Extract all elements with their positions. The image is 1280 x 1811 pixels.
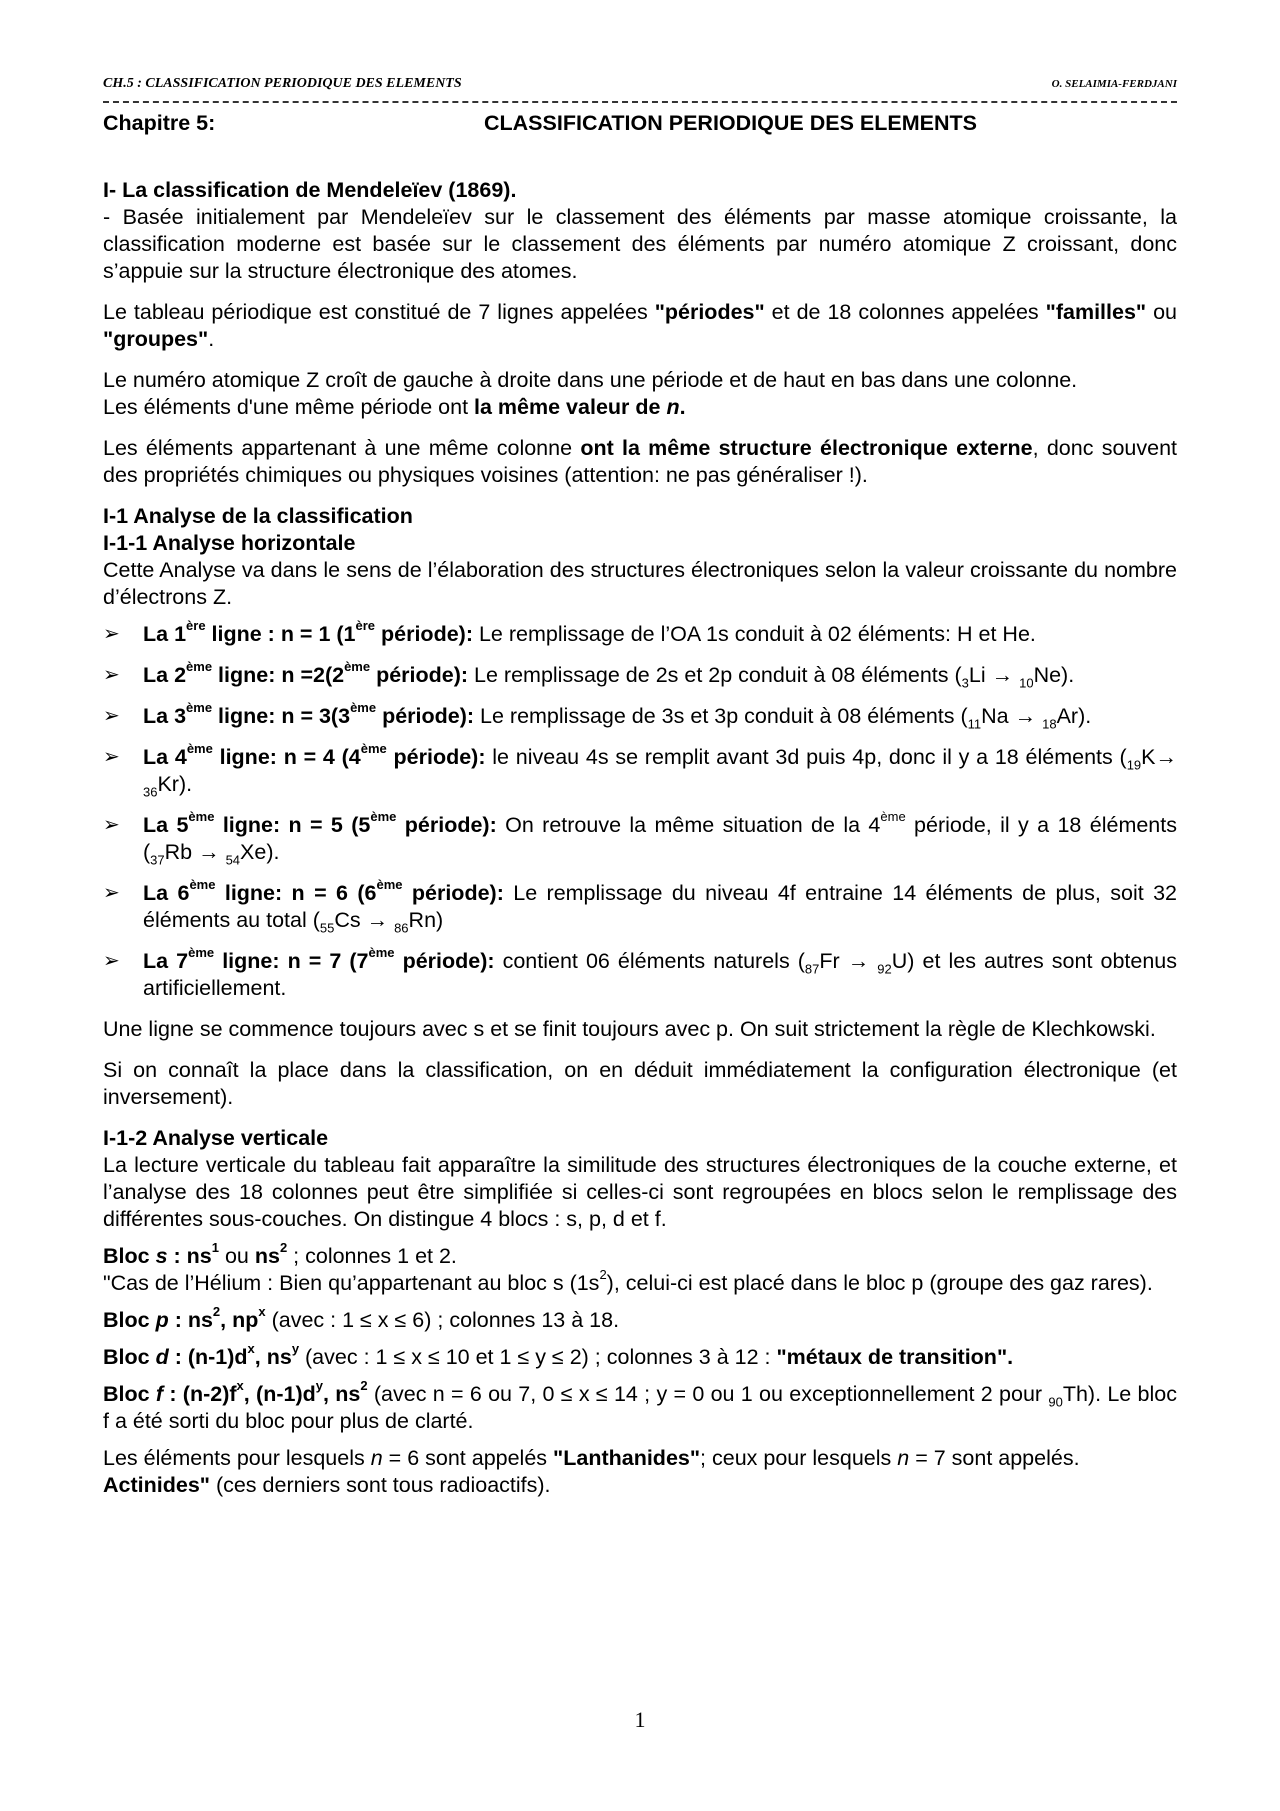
page-number: 1 bbox=[634, 1707, 646, 1732]
list-item: ➢ La 7ème ligne: n = 7 (7ème période): contient 06 éléments naturels $(_{87}Fr \to _{92}U)$ et les autres sont obtenus artificiellement. bbox=[103, 944, 1178, 1000]
list-item: ➢ La 6ème ligne: n = 6 (6ème période): Le remplissage du niveau 4f entraine 14 éléments de plus, soit 32 éléments au total $(_{55}Cs \to _{86}Rn)$ bbox=[103, 876, 1177, 936]
list-item: ➢ La 4ème ligne: n = 4 (4ème période): le niveau 4s se remplit avant 3d puis 4p, donc il y a 18 éléments $(_{19}K\to _{36}Kr)$. bbox=[103, 740, 1177, 800]
list-item: ➢ La 1ère ligne : n = 1 (1ère période): Le remplissage de l’OA 1s conduit à 02 éléments: H et He. bbox=[103, 617, 1036, 646]
paragraph-klechkowski: Une ligne se commence toujours avec s et se finit toujours avec p. On suit strictement la règle de Klechkowski. bbox=[103, 1017, 1156, 1041]
paragraph-atomic-number: Le numéro atomique Z croît de gauche à droite dans une période et de haut en bas dans une colonne. Les éléments d'une même période ont la même valeur de n. bbox=[103, 368, 1078, 419]
paragraph-periods: Le tableau périodique est constitué de 7 lignes appelées "périodes" et de 18 colonnes appelées "familles" ou "groupes". bbox=[103, 300, 1177, 351]
arrow-bullet-icon: ➢ bbox=[103, 705, 120, 727]
bloc-s-line: Bloc s : $ns^1$ ou $ns^2$ ; colonnes 1 et 2. bbox=[103, 1239, 457, 1268]
paragraph-vertical-intro: La lecture verticale du tableau fait apparaître la similitude des structures électroniques de la couche externe, et l’analyse des 18 colonnes peut être simplifiée si celles-ci sont regroupées en blocs selon le remplissage des différentes sous-couches. On distingue 4 blocs : s, p, d et f. bbox=[103, 1153, 1177, 1231]
section-title-mendeleev: I- La classification de Mendeleïev (1869). bbox=[103, 178, 517, 202]
period-list bbox=[103, 617, 1178, 1002]
arrow-bullet-icon: ➢ bbox=[103, 882, 120, 904]
arrow-bullet-icon: ➢ bbox=[103, 623, 120, 645]
paragraph-intro: - Basée initialement par Mendeleïev sur le classement des éléments par masse atomique croissante, la classification moderne est basée sur le classement des éléments par numéro atomique Z croissant, donc s’appuie sur la structure électronique des atomes. bbox=[103, 205, 1177, 283]
header-chapter: CH.5 : CLASSIFICATION PERIODIQUE DES ELEMENTS bbox=[103, 76, 462, 91]
bloc-d-line: Bloc d : $(n-1)d^x$, $ns^y$ (avec : 1 ≤ x ≤ 10 et 1 ≤ y ≤ 2) ; colonnes 3 à 12 : "métaux de transition". bbox=[103, 1340, 1014, 1369]
list-item: ➢ La 3ème ligne: n = 3(3ème période): Le remplissage de 3s et 3p conduit à 08 éléments $(_{11}Na \to _{18}Ar)$. bbox=[103, 699, 1092, 732]
chapter-label: Chapitre 5: bbox=[103, 111, 216, 135]
paragraph-configuration: Si on connaît la place dans la classification, on en déduit immédiatement la configuration électronique (et inversement). bbox=[103, 1058, 1177, 1109]
chapter-title: CLASSIFICATION PERIODIQUE DES ELEMENTS bbox=[484, 111, 977, 135]
paragraph-lanthanides: Les éléments pour lesquels n = 6 sont appelés "Lanthanides"; ceux pour lesquels n = 7 sont appelés. Actinides" (ces derniers sont tous radioactifs). bbox=[103, 1446, 1080, 1497]
list-item: ➢ La 2ème ligne: n =2(2ème période): Le remplissage de 2s et 2p conduit à 08 éléments $(_3Li \to _{10}Ne)$. bbox=[103, 658, 1075, 691]
paragraph-helium: "Cas de l’Hélium : Bien qu’appartenant au bloc s $(1s^2)$, celui-ci est placé dans le bloc p (groupe des gaz rares). bbox=[103, 1266, 1153, 1295]
page-header bbox=[103, 76, 1177, 98]
subsection-title-horizontal: I-1-1 Analyse horizontale bbox=[103, 531, 356, 555]
header-author: O. SELAIMIA-FERDJANI bbox=[1051, 78, 1177, 90]
arrow-bullet-icon: ➢ bbox=[103, 814, 120, 836]
arrow-bullet-icon: ➢ bbox=[103, 950, 120, 972]
list-item: ➢ La 5ème ligne: n = 5 (5ème période): On retrouve la même situation de la 4ème période, il y a 18 éléments $(_{37}Rb \to _{54}Xe)$. bbox=[103, 808, 1177, 868]
chapter-heading bbox=[103, 108, 1177, 138]
paragraph-horizontal-intro: Cette Analyse va dans le sens de l’élaboration des structures électroniques selon la valeur croissante du nombre d’électrons Z. bbox=[103, 558, 1177, 609]
bloc-p-line: Bloc p : $ns^2$, $np^x$ (avec : 1 ≤ x ≤ 6) ; colonnes 13 à 18. bbox=[103, 1303, 620, 1332]
subsection-title-vertical: I-1-2 Analyse verticale bbox=[103, 1126, 329, 1150]
bloc-f-line: Bloc f : $(n-2)f^x$, $(n-1)d^y$, $ns^2$ (avec n = 6 ou 7, 0 ≤ x ≤ 14 ; y = 0 ou 1 ou exceptionnellement 2 pour $_{90}$Th). Le bloc f a été sorti du bloc pour plus de clarté. bbox=[103, 1377, 1177, 1433]
arrow-bullet-icon: ➢ bbox=[103, 664, 120, 686]
arrow-bullet-icon: ➢ bbox=[103, 746, 120, 768]
page-content bbox=[103, 108, 1177, 1499]
paragraph-columns: Les éléments appartenant à une même colonne ont la même structure électronique externe, donc souvent des propriétés chimiques ou physiques voisines (attention: ne pas généraliser !). bbox=[103, 436, 1177, 487]
header-divider bbox=[103, 101, 1177, 103]
section-title-analysis: I-1 Analyse de la classification bbox=[103, 504, 413, 528]
